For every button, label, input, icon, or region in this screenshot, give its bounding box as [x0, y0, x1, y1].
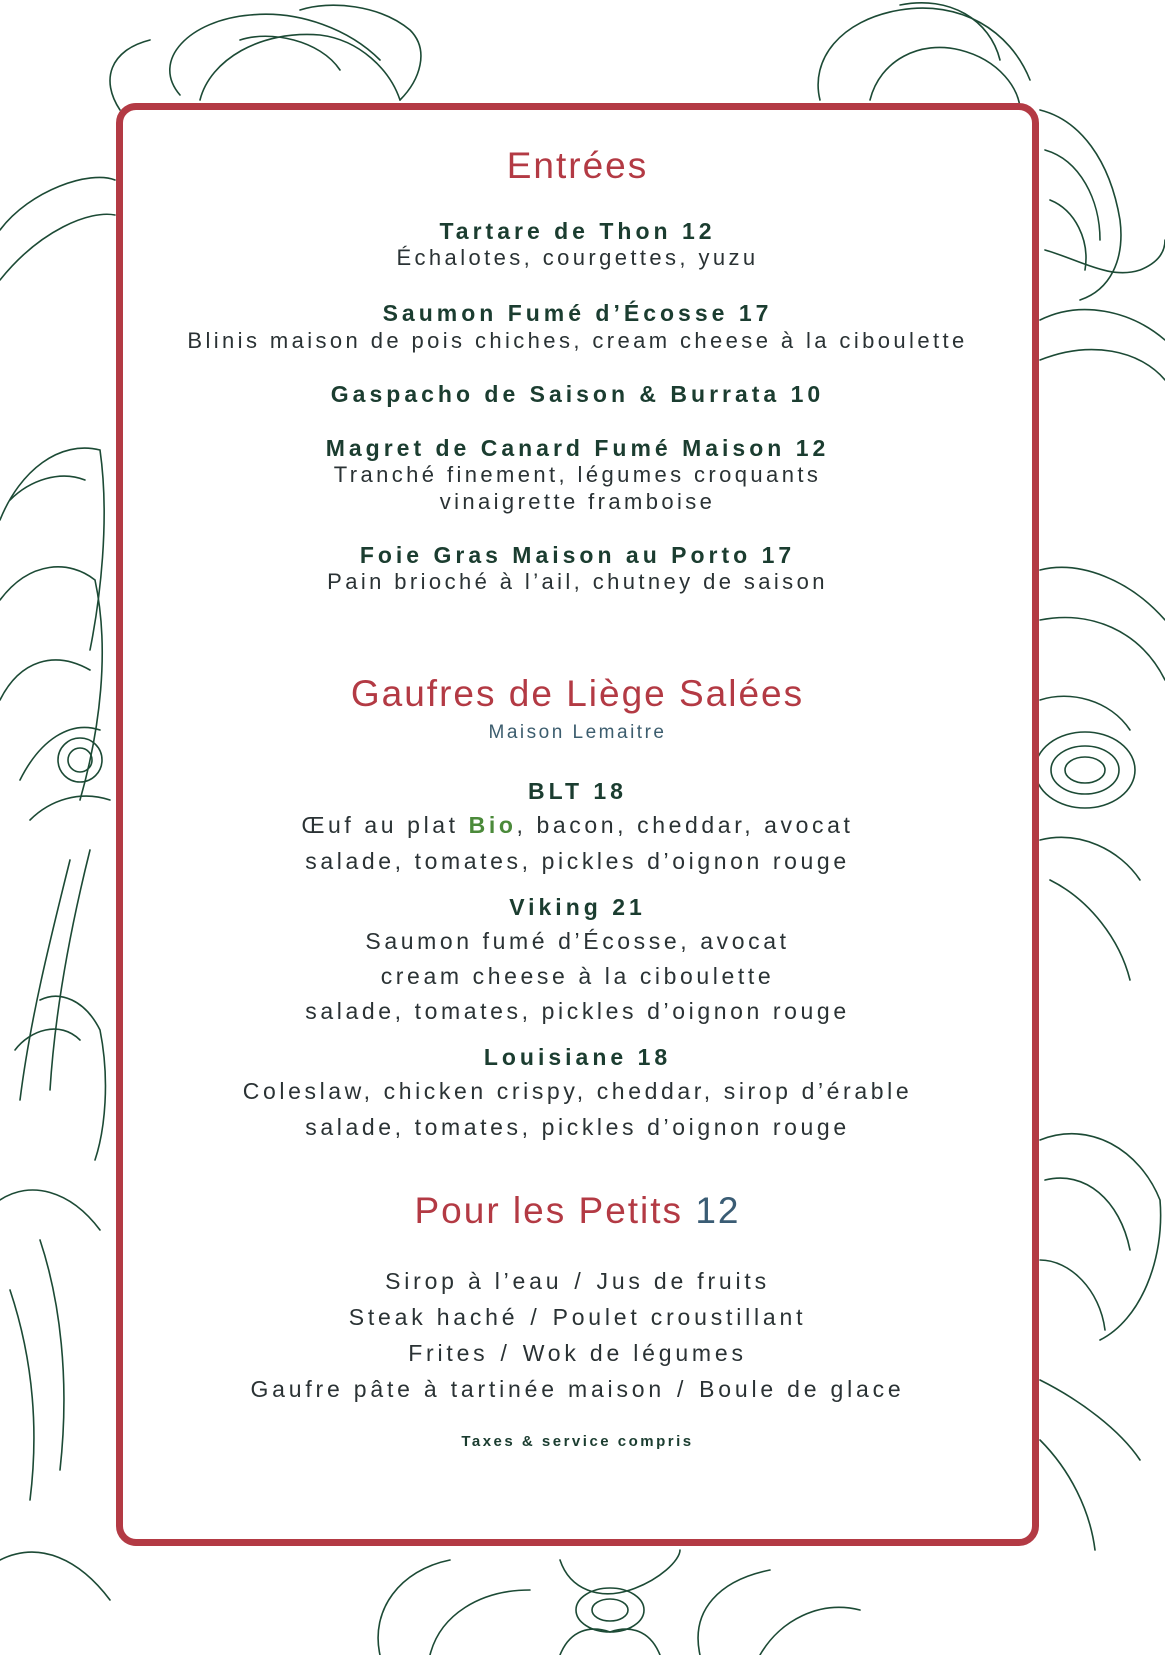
- item-description: Blinis maison de pois chiches, cream cheese à la ciboulette: [187, 328, 968, 353]
- item-name: Magret de Canard Fumé Maison 12: [325, 435, 830, 461]
- item-description: salade, tomates, pickles d’oignon rouge: [305, 998, 850, 1024]
- kids-option: Sirop à l’eau: [385, 1268, 563, 1294]
- kids-option: Jus de fruits: [596, 1268, 770, 1294]
- item-description: salade, tomates, pickles d’oignon rouge: [305, 848, 850, 874]
- separator: /: [574, 1268, 585, 1294]
- kids-option: Gaufre pâte à tartinée maison: [250, 1376, 665, 1402]
- desc-text: , bacon, cheddar, avocat: [516, 812, 854, 838]
- separator: /: [676, 1376, 688, 1402]
- footer-note: Taxes & service compris: [461, 1433, 694, 1450]
- item-description: salade, tomates, pickles d’oignon rouge: [305, 1114, 850, 1140]
- separator: /: [500, 1340, 511, 1366]
- item-description: vinaigrette framboise: [439, 489, 716, 514]
- desc-text: Œuf au plat: [301, 812, 469, 838]
- item-description: Pain brioché à l’ail, chutney de saison: [327, 569, 828, 594]
- item-name: Saumon Fumé d’Écosse 17: [382, 300, 773, 326]
- section-title-entrees: Entrées: [506, 145, 649, 186]
- kids-menu-row: [123, 1268, 1032, 1295]
- section-title-petits: [123, 1190, 1032, 1232]
- kids-option: Wok de légumes: [522, 1340, 747, 1366]
- menu-card: [116, 103, 1039, 1546]
- item-name: Viking 21: [509, 894, 646, 920]
- item-name: BLT 18: [528, 778, 627, 804]
- kids-menu-row: [123, 1304, 1032, 1331]
- kids-option: Poulet croustillant: [552, 1304, 807, 1330]
- item-description: cream cheese à la ciboulette: [380, 963, 775, 989]
- flower-right: [1035, 310, 1165, 1550]
- separator: /: [530, 1304, 541, 1330]
- section-price: 12: [695, 1190, 741, 1231]
- flower-top-left: [110, 5, 421, 110]
- item-description: [123, 812, 1032, 839]
- flower-left: [0, 177, 115, 1600]
- kids-menu-row: [123, 1340, 1032, 1367]
- bio-badge: Bio: [468, 812, 517, 838]
- item-description: Saumon fumé d’Écosse, avocat: [365, 928, 790, 954]
- section-subtitle: Maison Lemaitre: [488, 722, 667, 743]
- item-name: Gaspacho de Saison & Burrata 10: [330, 381, 825, 407]
- kids-option: Steak haché: [348, 1304, 519, 1330]
- item-name: Foie Gras Maison au Porto 17: [359, 542, 796, 568]
- item-description: Tranché finement, légumes croquants: [333, 462, 822, 487]
- item-description: Coleslaw, chicken crispy, cheddar, sirop d’érable: [242, 1078, 913, 1104]
- flower-bottom: [378, 1550, 860, 1655]
- section-title-gaufres: Gaufres de Liège Salées: [350, 673, 805, 714]
- kids-option: Frites: [408, 1340, 489, 1366]
- kids-menu-row: [123, 1376, 1032, 1403]
- kids-option: Boule de glace: [699, 1376, 905, 1402]
- item-name: Louisiane 18: [483, 1044, 672, 1070]
- item-description: Échalotes, courgettes, yuzu: [396, 245, 759, 270]
- section-title-text: Pour les Petits: [414, 1190, 684, 1231]
- item-name: Tartare de Thon 12: [439, 218, 716, 244]
